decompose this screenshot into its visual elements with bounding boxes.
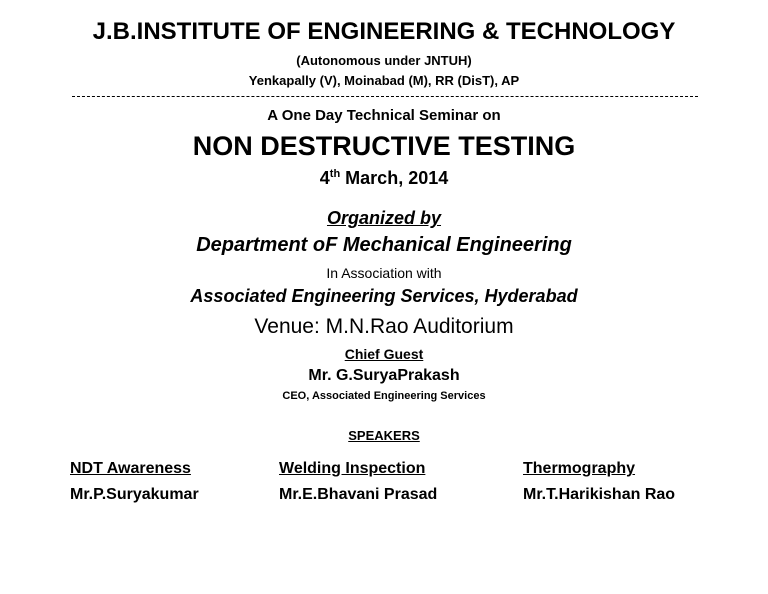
chief-guest-name: Mr. G.SuryaPrakash xyxy=(308,367,460,384)
speakers-label: SPEAKERS xyxy=(348,428,420,443)
event-title: NON DESTRUCTIVE TESTING xyxy=(192,131,576,161)
autonomy-line: (Autonomous under JNTUH) xyxy=(296,53,472,68)
speaker-name: Mr.E.Bhavani Prasad xyxy=(279,486,438,503)
venue-line: Venue: M.N.Rao Auditorium xyxy=(254,315,514,338)
seminar-intro: A One Day Technical Seminar on xyxy=(267,107,501,124)
speaker-topic: Welding Inspection xyxy=(279,460,426,477)
event-date xyxy=(0,168,768,189)
address-line: Yenkapally (V), Moinabad (M), RR (DisT), AP xyxy=(248,73,520,88)
institute-title: J.B.INSTITUTE OF ENGINEERING & TECHNOLOGY xyxy=(92,18,676,45)
chief-guest-designation: CEO, Associated Engineering Services xyxy=(282,390,486,402)
organized-by-label: Organized by xyxy=(326,208,442,228)
speaker-topic: Thermography xyxy=(523,460,636,477)
speaker-entry xyxy=(70,460,199,504)
dashed-divider xyxy=(72,96,698,97)
date-suffix: th xyxy=(329,168,341,180)
partner-name: Associated Engineering Services, Hyderabad xyxy=(190,286,578,306)
speaker-entry xyxy=(523,460,675,504)
speaker-name: Mr.P.Suryakumar xyxy=(70,486,199,503)
speaker-topic: NDT Awareness xyxy=(70,460,191,477)
date-rest: March, 2014 xyxy=(340,168,449,188)
association-label: In Association with xyxy=(326,265,442,281)
speaker-entry xyxy=(279,460,437,504)
chief-guest-label: Chief Guest xyxy=(344,346,424,362)
date-day: 4 xyxy=(319,168,330,188)
department-name: Department oF Mechanical Engineering xyxy=(196,234,572,256)
speaker-name: Mr.T.Harikishan Rao xyxy=(523,486,676,503)
